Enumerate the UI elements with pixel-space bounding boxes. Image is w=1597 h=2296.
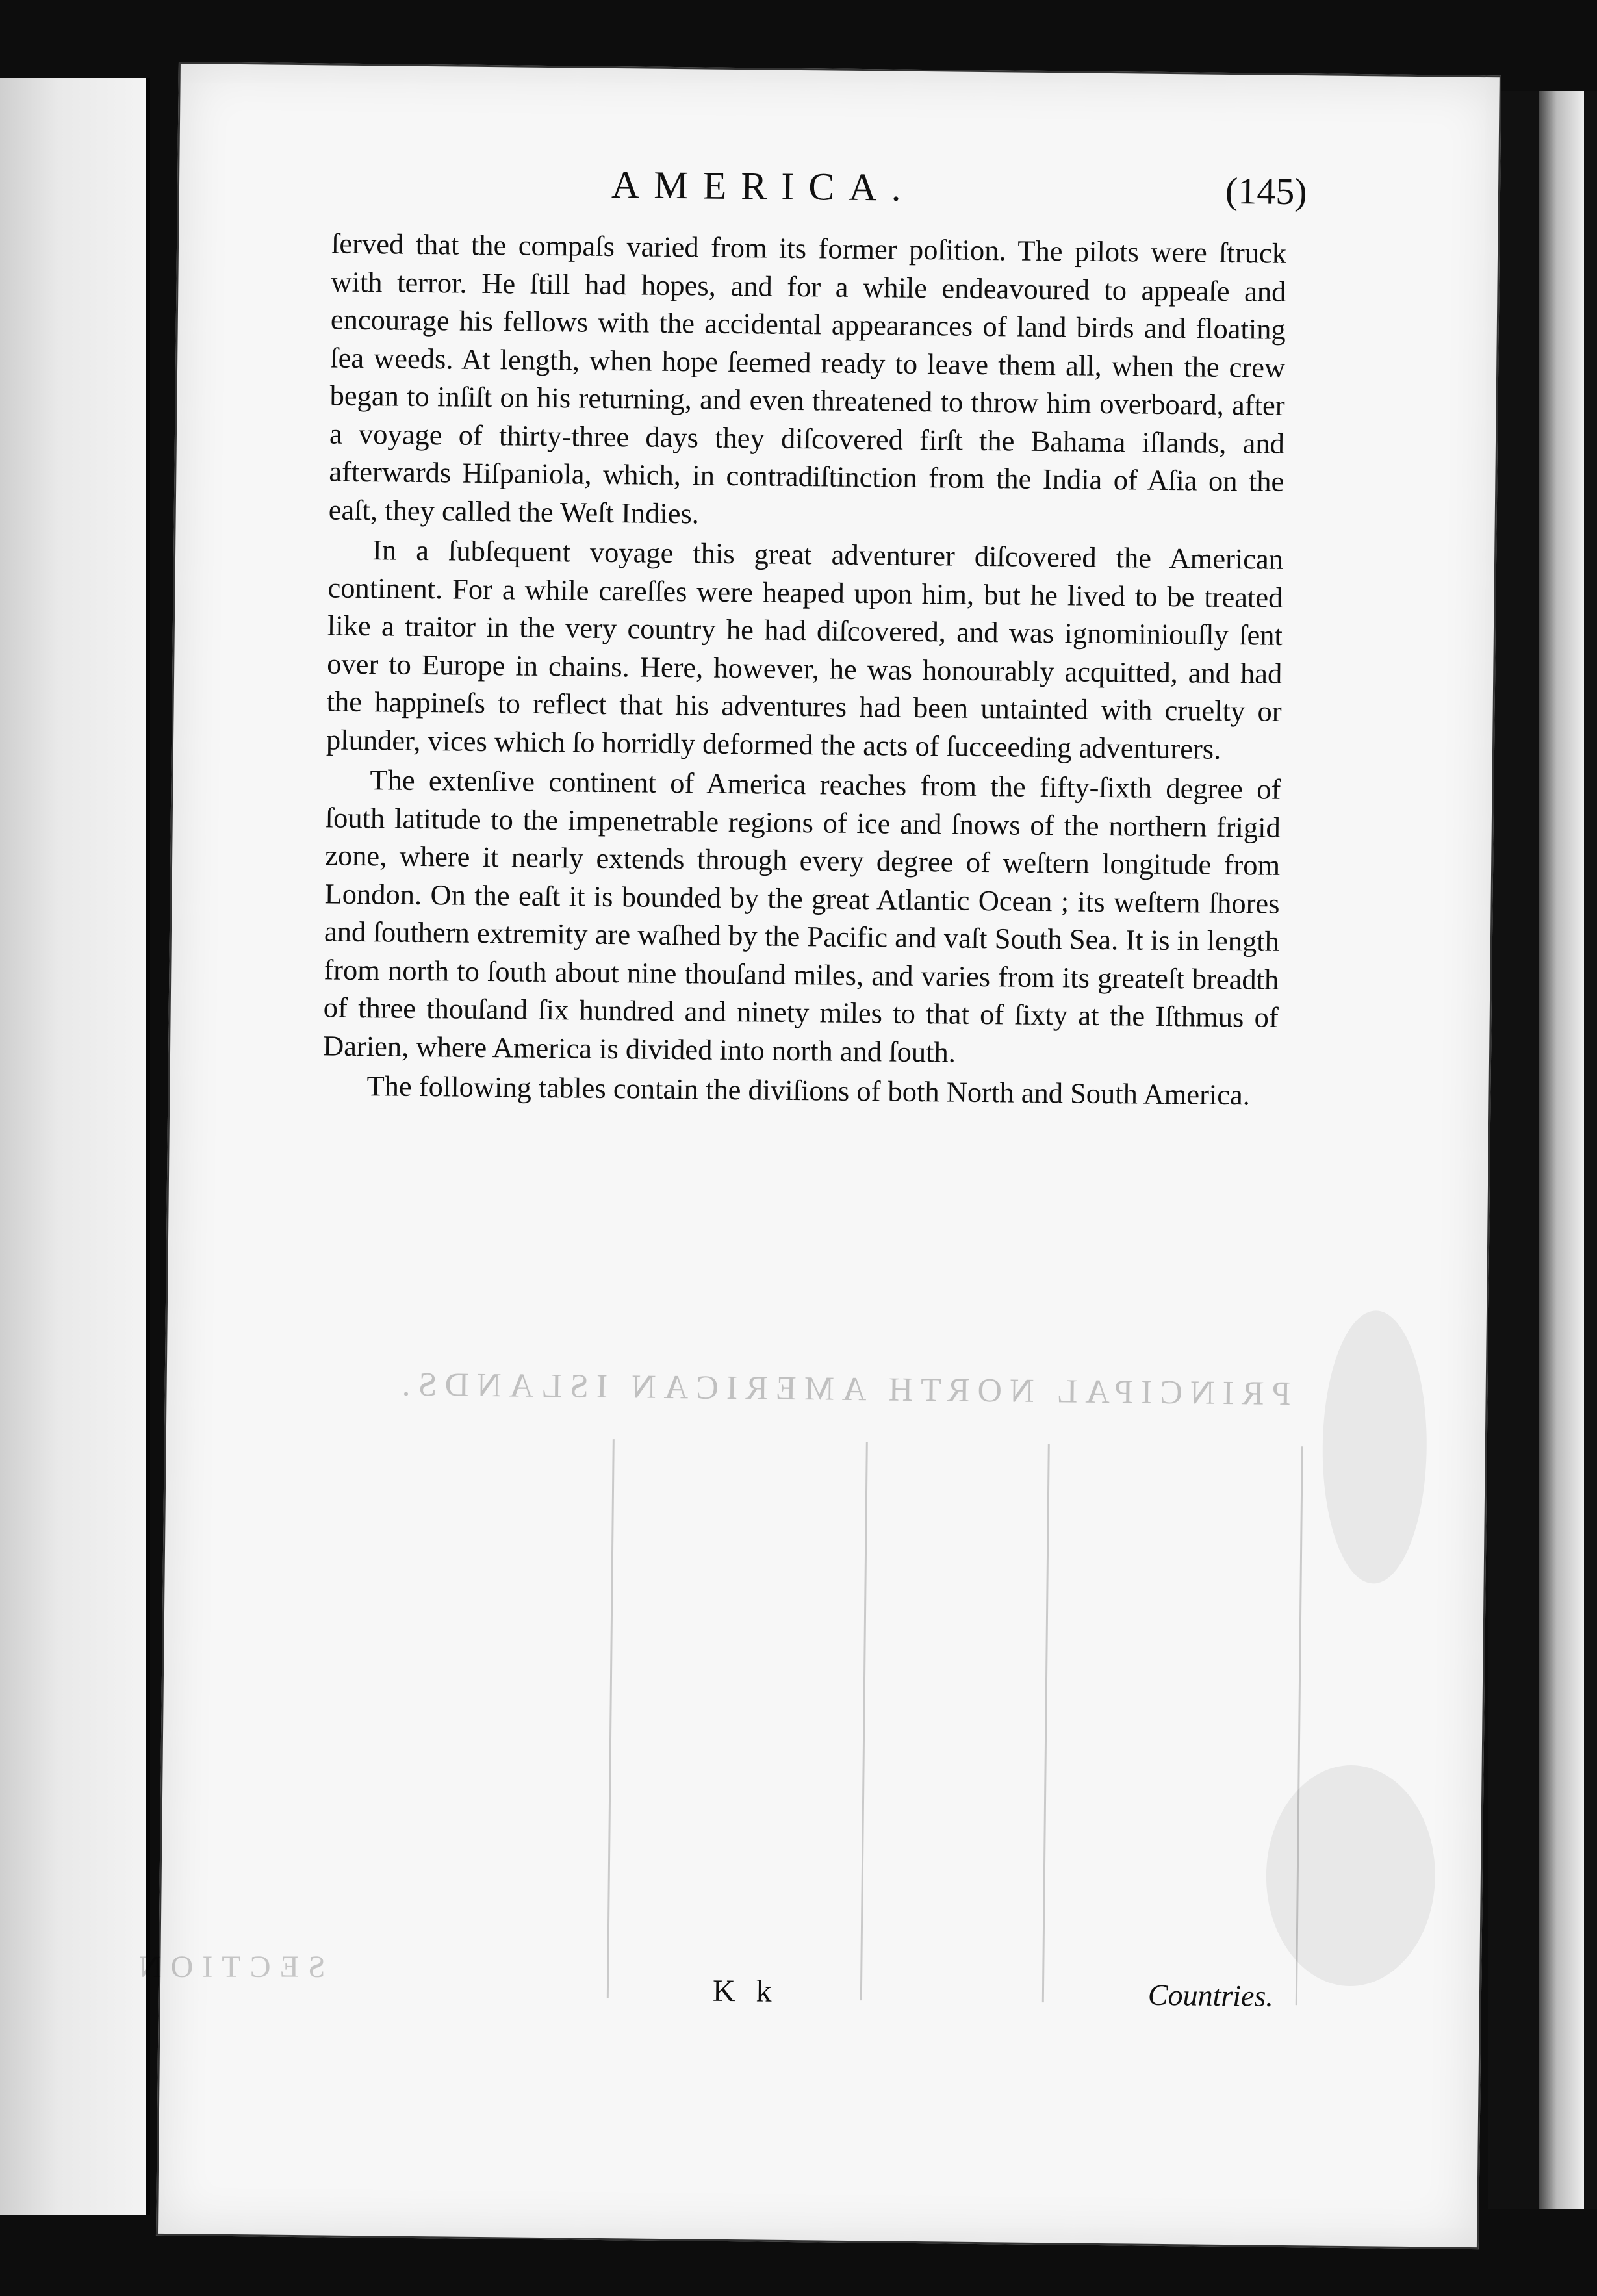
facing-page-edge [0,78,150,2215]
bleed-rule [607,1439,615,1998]
paragraph: In a ſubſequent voyage this great adventurer diſcovered the American continent. For a while careſſes were heaped upon him, but he lived to be treated like a traitor in the very country he had diſcovered, and was ignominiouſly ſent over to Europe in chains. Here, however, he was honourably acquitted, and had the happineſs to reflect that his adventures had been untainted with cruelty or plunder, vices which ſo horridly deformed the acts of ſucceeding adventurers. [326,533,1284,765]
paragraph: ſerved that the compaſs varied from its former poſition. The pilots were ſtruck with terror. He ſtill had hopes, and for a while endeavoured to appeaſe and encourage his fellows with the accidental appearances of land birds and floating ſea weeds. At length, when hope ſeemed ready to leave them all, when the crew began to inſiſt on his returning, and even threatened to throw him overboard, after a voyage of thirty-three days they diſcovered firſt the Bahama iſlands, and afterwards Hiſpaniola, which, in contradiſtinction from the India of Aſia on the eaſt, they called the Weſt Indies. [328,227,1287,529]
body-text [322,224,1286,1114]
paragraph: The extenſive continent of America reaches from the fifty-ſixth degree of ſouth latitude to the impenetrable regions of ice and ſnows of the northern frigid zone, where it nearly extends through every degree of weſtern longitude from London. On the eaſt it is bounded by the great Atlantic Ocean ; its weſtern ſhores and ſouthern extremity are waſhed by the Pacific and vaſt South Sea. It is in length from north to ſouth about nine thouſand miles, and varies from its greateſt breadth of three thouſand ſix hundred and ninety miles to that of ſixty at the Iſthmus of Darien, where America is divided into north and ſouth. [322,763,1281,1069]
bleed-through-table [353,1365,1375,2155]
bleed-rule [860,1442,868,2000]
bleed-through-footer: SECTION [130,1950,326,1984]
right-page-edges [1488,91,1597,2209]
page-header [179,158,1421,229]
paragraph: The following tables contain the diviſions of both North and South America. [366,1069,1251,1112]
bleed-rule [1042,1444,1050,2002]
bleed-through-title: PRINCIPAL NORTH AMERICAN ISLANDS. [394,1366,1291,1413]
page-number: (145) [1225,169,1307,213]
bleed-rule [1296,1446,1303,2005]
signature-mark: K k [712,1973,778,2009]
running-head: AMERICA. [611,162,916,209]
book-page [156,62,1501,2249]
catchword: Countries. [1147,1978,1274,2013]
